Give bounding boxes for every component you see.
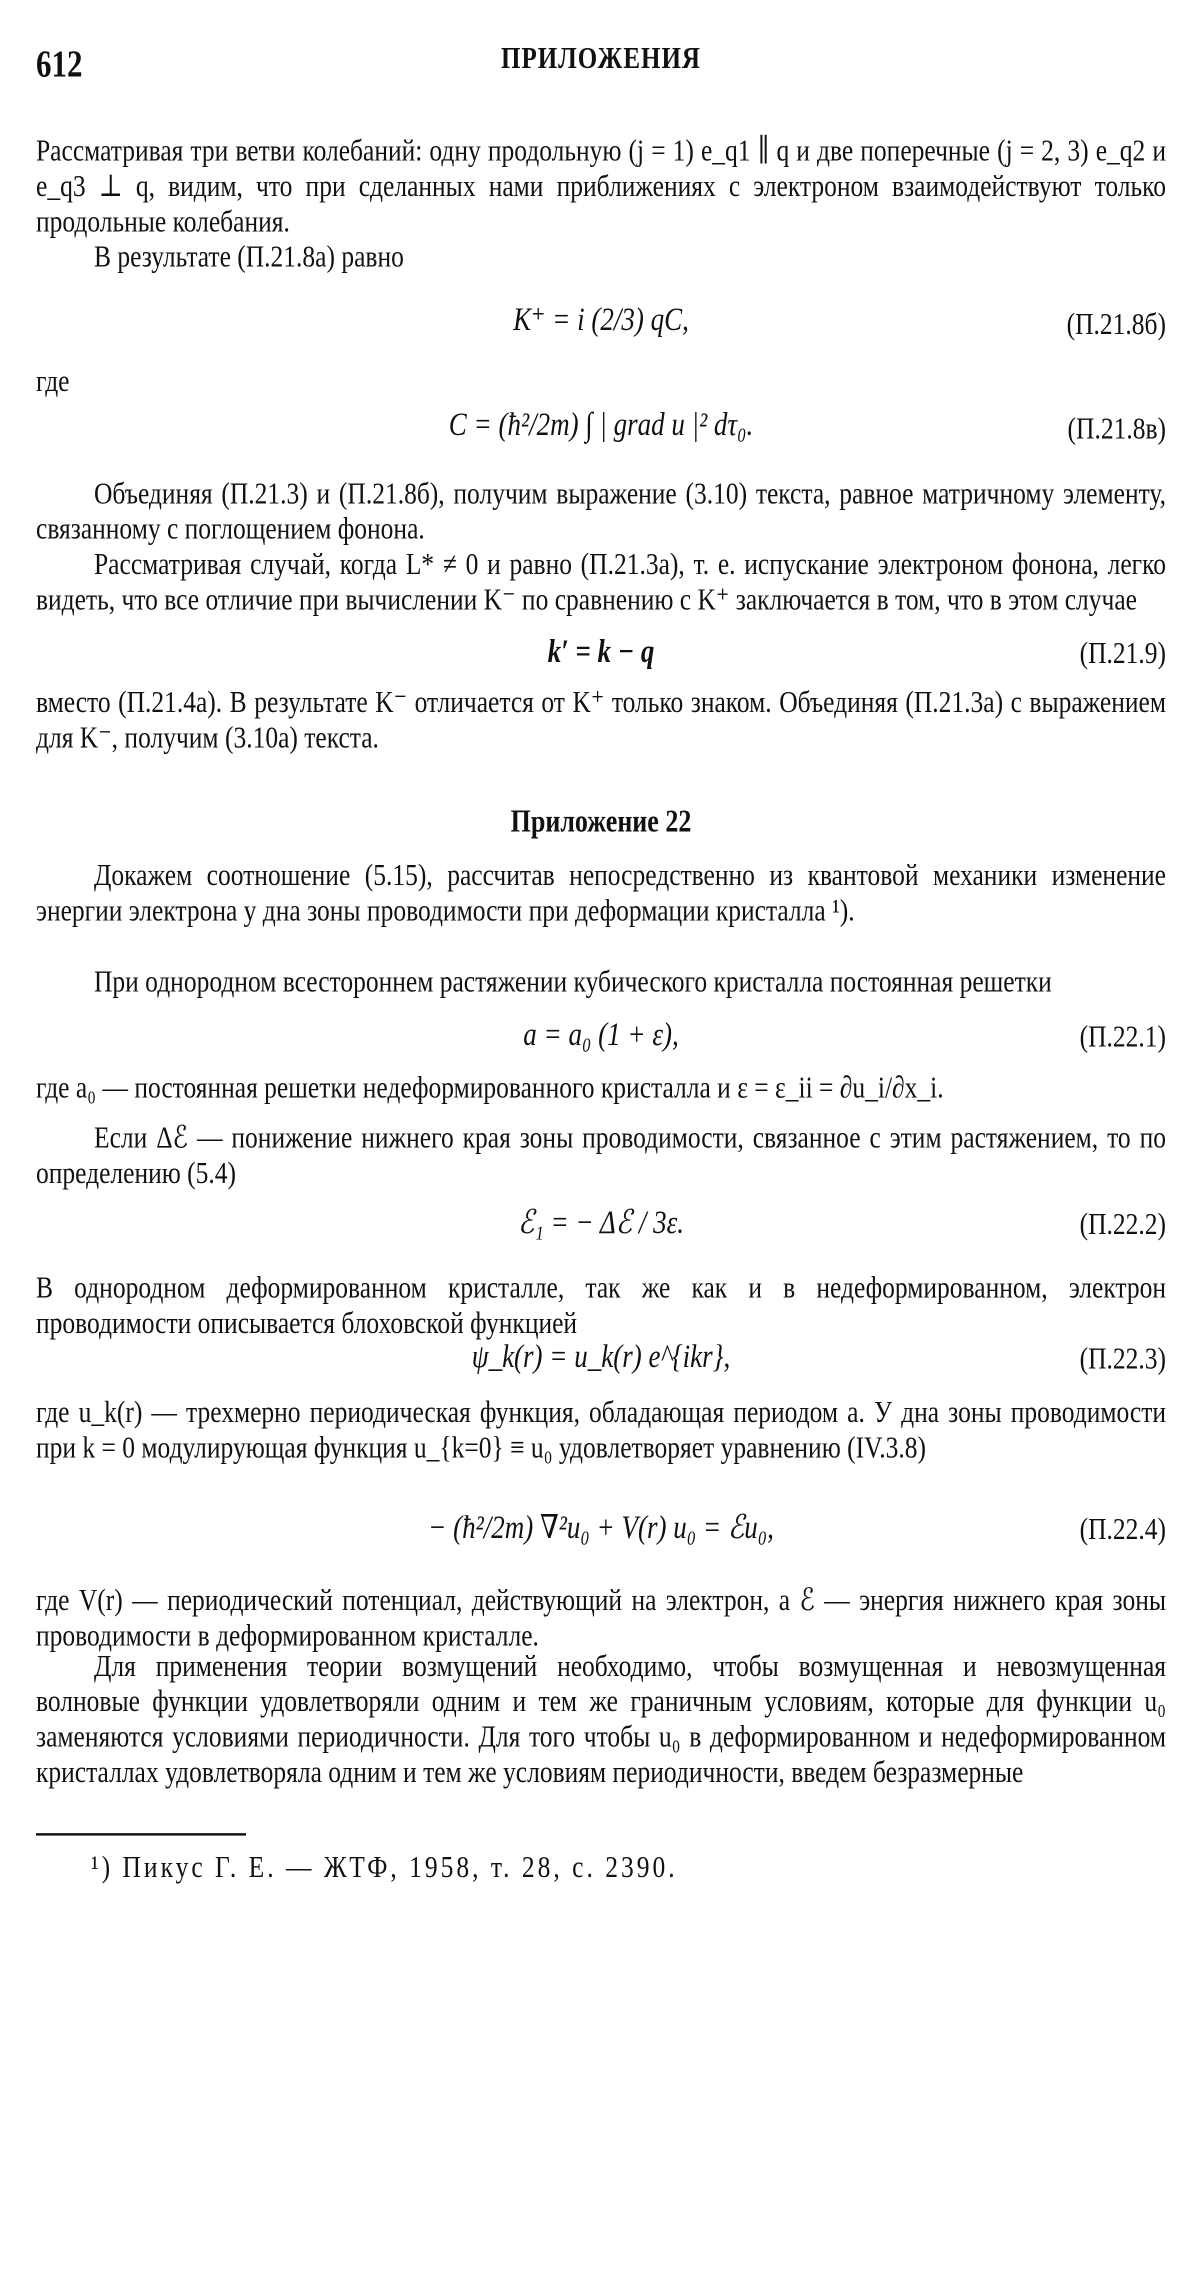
equation-formula: K⁺ = i (2/3) qC,: [513, 300, 689, 338]
paragraph-5: вместо (П.21.4а). В результате K⁻ отличается от K⁺ только знаком. Объединяя (П.21.3а) с выражением для K⁻, получим (3.10а) текста.: [36, 683, 1166, 755]
paragraph-11: где u_k(r) — трехмерно периодическая функция, обладающая периодом a. У дна зоны проводимости при k = 0 модулирующая функция u_{k=0} ≡ u₀ удовлетворяет уравнению (IV.3.8): [36, 1393, 1166, 1465]
paragraph-7: При однородном всестороннем растяжении кубического кристалла постоянная решетки: [94, 963, 1052, 999]
paragraph-8: где a₀ — постоянная решетки недеформированного кристалла и ε = ε_ii = ∂u_i/∂x_i.: [36, 1069, 944, 1105]
page-content: [36, 30, 1166, 2287]
paragraph-9: Если Δℰ — понижение нижнего края зоны проводимости, связанное с этим растяжением, то по определению (5.4): [36, 1119, 1166, 1191]
page-number: 612: [36, 42, 83, 85]
equation-number: (П.22.1): [1079, 1018, 1166, 1054]
paragraph-3: Объединяя (П.21.3) и (П.21.8б), получим выражение (3.10) текста, равное матричному элементу, связанному с поглощением фонона.: [36, 475, 1166, 547]
footnote: ¹) Пикус Г. Е. — ЖТФ, 1958, т. 28, с. 2390.: [91, 1849, 678, 1885]
equation-formula: a = a₀ (1 + ε),: [523, 1015, 679, 1053]
equation-number: (П.22.3): [1079, 1340, 1166, 1376]
paragraph-2: В результате (П.21.8а) равно: [94, 238, 404, 274]
running-header: [36, 42, 1166, 103]
section-heading: Приложение 22: [510, 803, 692, 839]
equation-number: (П.22.4): [1079, 1511, 1166, 1547]
paragraph-4: Рассматривая случай, когда L* ≠ 0 и равно (П.21.3а), т. е. испускание электроном фонона, легко видеть, что все отличие при вычислении K⁻ по сравнению с K⁺ заключается в том, что в этом случае: [36, 546, 1166, 617]
paragraph-13: Для применения теории возмущений необходимо, чтобы возмущенная и невозмущенная волновые функции удовлетворяли одним и тем же граничным условиям, которые для функции u₀ заменяются условиями периодичности. Для того чтобы u₀ в деформированном и недеформированном кристаллах удовлетворяла одним и тем же условиям периодичности, введем безразмерные: [36, 1647, 1166, 1790]
equation-formula: ℰ₁ = − Δℰ / 3ε.: [517, 1203, 685, 1241]
equation-p22-4: [36, 1492, 1166, 1565]
equation-formula: k′ = k − q: [547, 632, 655, 670]
running-title: ПРИЛОЖЕНИЯ: [501, 42, 701, 76]
paragraph-1: Рассматривая три ветви колебаний: одну продольную (j = 1) e_q1 ∥ q и две поперечные (j = 2, 3) e_q2 и e_q3 ⊥ q, видим, что при сделанных нами приближениях с электроном взаимодействуют только продольные колебания.: [36, 132, 1166, 239]
equation-p21-8v: [36, 384, 1166, 457]
paragraph-6: Докажем соотношение (5.15), рассчитав непосредственно из квантовой механики изменение энергии электрона у дна зоны проводимости при деформации кристалла ¹).: [36, 857, 1166, 928]
equation-p22-2: [36, 1187, 1166, 1260]
paragraph-10: В однородном деформированном кристалле, так же как и в недеформированном, электрон проводимости описывается блоховской функцией: [36, 1269, 1166, 1341]
where-label: где: [36, 363, 70, 399]
equation-p22-1: [36, 1006, 1166, 1079]
equation-formula: − (ħ²/2m) ∇²u₀ + V(r) u₀ = ℰu₀,: [428, 1508, 774, 1546]
equation-number: (П.21.8в): [1067, 410, 1166, 447]
document-page: [36, 30, 1166, 1885]
equation-p21-8b: [36, 286, 1166, 359]
footnote-rule: [36, 1833, 246, 1835]
equation-number: (П.21.8б): [1066, 305, 1166, 342]
equation-formula: C = (ħ²/2m) ∫ | grad u |² dτ₀.: [448, 405, 754, 443]
equation-number: (П.21.9): [1079, 635, 1166, 671]
equation-p22-3: [36, 1331, 1166, 1404]
paragraph-12: где V(r) — периодический потенциал, действующий на электрон, а ℰ — энергия нижнего края зоны проводимости в деформированном кристалле.: [36, 1581, 1166, 1653]
equation-formula: ψ_k(r) = u_k(r) e^{ikr},: [471, 1337, 731, 1375]
equation-number: (П.22.2): [1079, 1206, 1166, 1242]
